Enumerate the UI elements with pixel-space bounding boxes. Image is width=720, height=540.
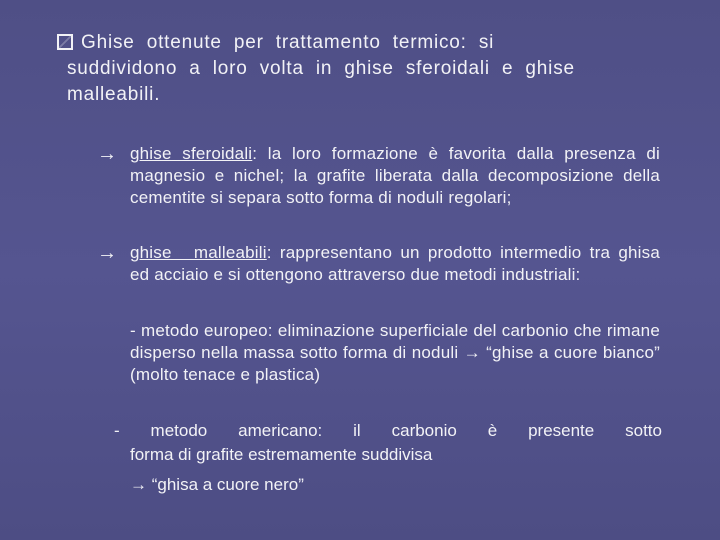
ghise-cuore-bianco: “ghise a cuore bianco” (molto tenace e plastica): [130, 343, 660, 384]
main-bullet-text: [67, 30, 661, 108]
sferoidali-description: : la loro formazione è favorita dalla presenza di magnesio e nichel; la grafite liberata dalla decomposizione della cementite si separa sotto forma di noduli regolari;: [130, 144, 660, 207]
metodo-europeo-text: - metodo europeo: eliminazione superficiale del carbonio che rimane disperso nella massa sotto forma di noduli: [130, 321, 660, 362]
main-bullet-line-3: malleabili.: [67, 84, 161, 105]
metodo-americano-line-3: [130, 474, 304, 496]
main-bullet-line-2: suddividono a loro volta in ghise sferoidali e ghise: [67, 58, 575, 79]
sub-bullet-sferoidali: [130, 143, 660, 209]
main-bullet-line-1: Ghise ottenute per trattamento termico: si: [81, 32, 495, 53]
arrow-right-icon: →: [97, 143, 117, 165]
term-ghise-malleabili: ghise malleabili: [130, 243, 267, 262]
term-ghise-sferoidali: ghise sferoidali: [130, 144, 253, 163]
arrow-right-icon: →: [130, 475, 147, 494]
ghisa-cuore-nero: “ghisa a cuore nero”: [147, 475, 304, 494]
malleabili-description: : rappresentano un prodotto intermedio tra ghisa ed acciaio e si ottengono attraverso due metodi industriali:: [130, 243, 660, 284]
checkbox-bullet-icon: [57, 34, 73, 50]
arrow-right-icon: →: [97, 242, 117, 264]
metodo-americano-line-1: - metodo americano: il carbonio è presente sotto: [114, 421, 662, 440]
arrow-right-icon: →: [463, 343, 481, 362]
sub-bullet-malleabili: [130, 242, 660, 286]
metodo-americano-line-2: forma di grafite estremamente suddivisa: [130, 445, 433, 464]
metodo-europeo: [130, 320, 660, 386]
